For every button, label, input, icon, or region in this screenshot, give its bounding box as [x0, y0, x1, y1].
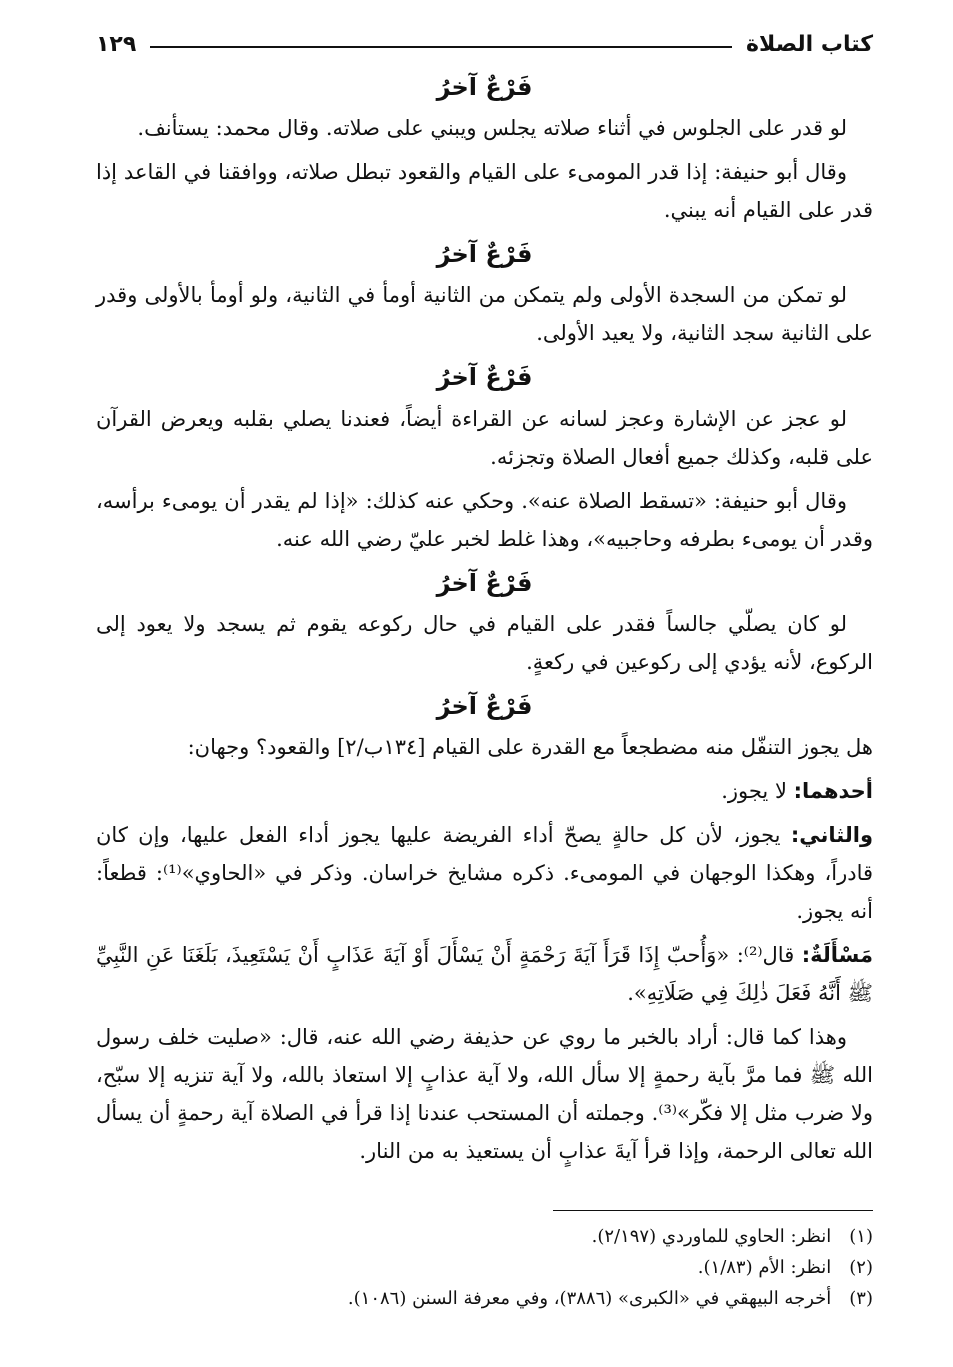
footnote-text: انظر: الأم (١/٨٣). [697, 1257, 832, 1278]
section-heading: فَرْعٌ آخرُ [436, 240, 533, 269]
paragraph-text: قال⁽²⁾: «وَأُحبّ إِذَا قَرَأَ آيَةَ رَحْمَةٍ أَنْ يَسْأَلَ أَوْ آيَةَ عَذَابٍ أَنْ يَسْتَعِيذَ، بَلَغَنَا عَنِ النَّبِيِّ ﷺ أَنَّهُ فَعَلَ ذٰلِكَ فِي صَلَاتِهِ». [96, 942, 873, 1005]
footnote-number: (٣) [849, 1288, 873, 1309]
paragraph-lead: والثاني: [790, 822, 873, 847]
footnote-number: (٢) [849, 1257, 873, 1278]
paragraph-text: وقال أبو حنيفة: «تسقط الصلاة عنه». وحكي عنه كذلك: «إذا لم يقدر أن يومىء برأسه، وقدر أن يومىء بطرفه وحاجبيه»، وهذا غلط لخبر عليّ رضي الله عنه. [96, 488, 873, 551]
paragraph-lead: أحدهما: [793, 778, 873, 803]
section-heading: فَرْعٌ آخرُ [436, 363, 533, 392]
running-head-title: كتاب الصلاة [746, 31, 873, 57]
paragraph [96, 772, 873, 810]
footnote-text: أخرجه البيهقي في «الكبرى» (٣٨٨٦)، وفي معرفة السنن (١٠٨٦). [347, 1288, 832, 1309]
running-head [96, 26, 873, 62]
paragraph [96, 153, 873, 229]
paragraph [96, 109, 873, 147]
paragraph-text: هل يجوز التنفّل منه مضطجعاً مع القدرة على القيام [١٣٤ب/٢] والقعود؟ وجهان: [187, 734, 873, 759]
paragraph-text: يجوز، لأن كل حالةٍ يصحّ أداء الفريضة عليها يجوز أداء الفعل عليها، وإن كان قادراً، وهكذا الوجهان في المومىء. ذكره مشايخ خراسان. وذكر في «الحاوي»⁽¹⁾: قطعاً: أنه يجوز. [96, 822, 874, 923]
paragraph-text: لو كان يصلّي جالساً فقدر على القيام في حال ركوعه يقوم ثم يسجد ولا يعود إلى الركوع، لأنه يؤدي إلى ركوعين في ركعةٍ. [96, 611, 873, 674]
running-head-rule [150, 46, 732, 48]
paragraph [96, 400, 873, 476]
paragraph-text: لا يجوز. [721, 778, 787, 803]
paragraph-text: لو عجز عن الإشارة وعجز لسانه عن القراءة أيضاً، فعندنا يصلي بقلبه ويعرض القرآن على قلبه، وكذلك جميع أفعال الصلاة وتجزئه. [96, 406, 873, 469]
paragraph [96, 605, 873, 681]
footnote-text: انظر: الحاوي للماوردي (٢/١٩٧). [591, 1226, 832, 1247]
paragraph [96, 816, 873, 930]
footnote-rule [553, 1210, 873, 1211]
section-heading: فَرْعٌ آخرُ [436, 691, 533, 720]
paragraph [96, 728, 873, 766]
section-heading: فَرْعٌ آخرُ [436, 568, 533, 597]
paragraph-text: وهذا كما قال: أراد بالخبر ما روي عن حذيفة رضي الله عنه، قال: «صليت خلف رسول الله ﷺ فما مرَّ بآية رحمةٍ إلا سأل الله، ولا آية عذابٍ إلا استعاذ بالله، ولا آية تنزيه إلا سبّح، ولا ضرب مثل إلا فكّر»⁽³⁾. وجملته أن المستحب عندنا إذا قرأ في الصلاة آية رحمةٍ أن يسأل الله تعالى الرحمة، وإذا قرأ آيةَ عذابٍ أن يستعيذ به من النار. [96, 1024, 873, 1163]
footnote [96, 1252, 873, 1283]
footnote-number: (١) [849, 1226, 873, 1247]
masala-label: مَسْأَلَةٌ: [801, 942, 873, 967]
footnote [96, 1283, 873, 1314]
paragraph [96, 936, 873, 1012]
section-heading: فَرْعٌ آخرُ [436, 73, 533, 101]
paragraph [96, 276, 873, 352]
page-number: ١٢٩ [96, 31, 137, 57]
paragraph-text: لو تمكن من السجدة الأولى ولم يتمكن من الثانية أومأ في الثانية، ولو أومأ بالأولى وقدر على الثانية سجد الثانية، ولا يعيد الأولى. [96, 283, 873, 346]
footnotes [96, 1210, 873, 1314]
paragraph [96, 482, 873, 558]
footnote [96, 1221, 873, 1252]
paragraph-text: وقال أبو حنيفة: إذا قدر المومىء على القيام والقعود تبطل صلاته، ووافقنا في القاعد إذا قدر على القيام أنه يبني. [96, 160, 873, 223]
paragraph-text: لو قدر على الجلوس في أثناء صلاته يجلس ويبني على صلاته. وقال محمد: يستأنف. [137, 116, 847, 141]
paragraph [96, 1018, 873, 1170]
page-body [96, 26, 873, 1176]
